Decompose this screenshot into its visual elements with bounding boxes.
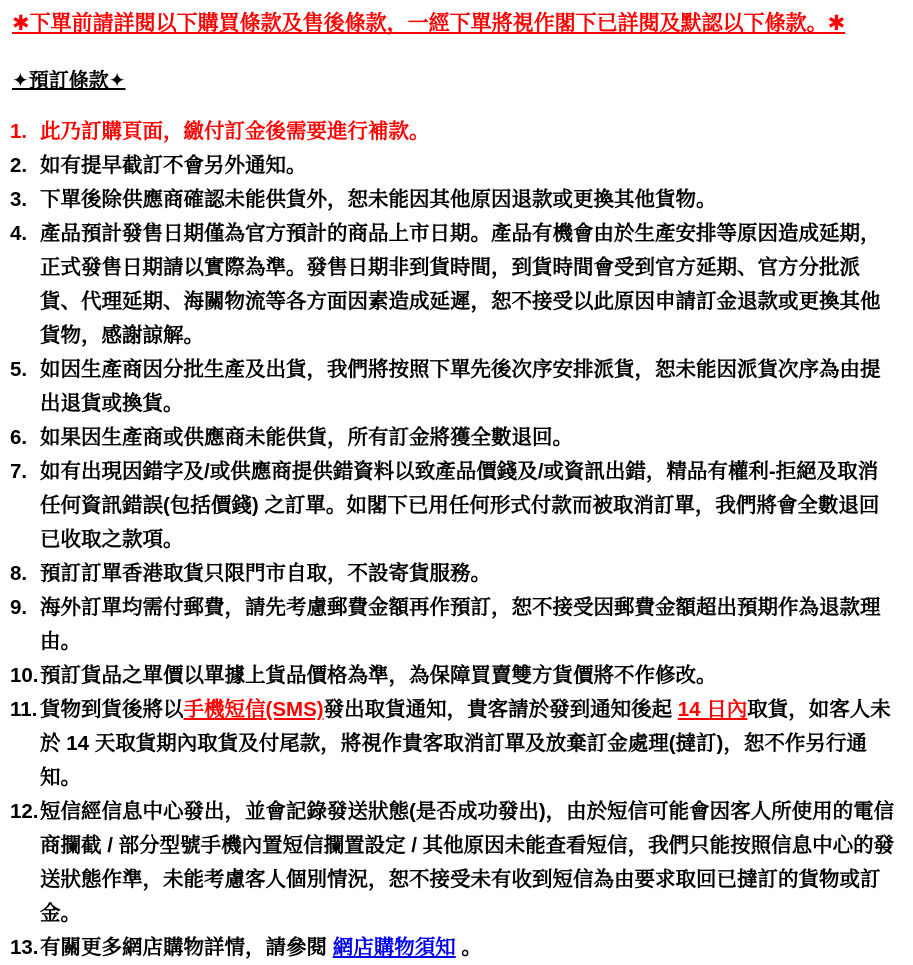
term-item-9	[10, 591, 895, 659]
term-number: 6.	[10, 426, 28, 450]
term-segment: 預訂貨品之單價以單據上貨品價格為準，為保障買賣雙方貨價將不作修改。	[40, 664, 717, 688]
term-segment: 有關更多網店購物詳情，請參閱	[40, 936, 333, 960]
term-text	[40, 693, 895, 795]
term-segment: 如有出現因錯字及/或供應商提供錯資料以致產品價錢及/或資訊出錯，精品有權利-拒絕及取消任何資訊錯誤(包括價錢) 之訂單。如閣下已用任何形式付款而被取消訂單，我們將會全數退回已收取之款項。	[40, 460, 880, 552]
highlighted-term-text: 14 日內	[677, 698, 748, 722]
term-text	[40, 353, 895, 421]
term-segment: 短信經信息中心發出，並會記錄發送狀態(是否成功發出)，由於短信可能會因客人所使用的電信商攔截 / 部分型號手機內置短信攔置設定 / 其他原因未能查看短信，我們只能按照信息中心的發送狀態作準，未能考慮客人個別情況，恕不接受未有收到短信為由要求取回已撻訂的貨物或訂金。	[40, 800, 895, 926]
term-text	[40, 795, 895, 931]
term-item-5	[10, 353, 895, 421]
term-number: 13.	[10, 936, 39, 960]
term-text	[40, 421, 895, 455]
term-item-2	[10, 149, 895, 183]
term-segment: 預訂訂單香港取貨只限門市自取，不設寄貨服務。	[40, 562, 491, 586]
term-item-4	[10, 217, 895, 353]
highlighted-term-text: 手機短信(SMS)	[183, 698, 324, 722]
term-segment: 產品預計發售日期僅為官方預計的商品上市日期。產品有機會由於生產安排等原因造成延期，正式發售日期請以實際為準。發售日期非到貨時間，到貨時間會受到官方延期、官方分批派貨、代理延期、海關物流等各方面因素造成延遲，恕不接受以此原因申請訂金退款或更換其他貨物，感謝諒解。	[40, 222, 881, 348]
term-text	[40, 931, 895, 965]
term-text	[40, 183, 895, 217]
term-item-8	[10, 557, 895, 591]
term-text	[40, 149, 895, 183]
term-item-11	[10, 693, 895, 795]
term-number: 10.	[10, 664, 39, 688]
term-item-3	[10, 183, 895, 217]
preorder-terms-title: ✦預訂條款✦	[12, 70, 126, 93]
term-segment: 如有提早截訂不會另外通知。	[40, 154, 307, 178]
term-segment: 下單後除供應商確認未能供貨外，恕未能因其他原因退款或更換其他貨物。	[40, 188, 717, 212]
term-item-10	[10, 659, 895, 693]
term-segment: 發出取貨通知，貴客請於發到通知後起	[323, 698, 678, 722]
purchase-notice-header: ✱下單前請詳閱以下購買條款及售後條款，一經下單將視作閣下已詳閱及默認以下條款。✱	[12, 12, 846, 35]
term-number: 9.	[10, 596, 28, 620]
term-number: 1.	[10, 120, 28, 144]
term-text	[40, 455, 895, 557]
term-number: 5.	[10, 358, 28, 382]
term-item-12	[10, 795, 895, 931]
term-number: 3.	[10, 188, 28, 212]
term-segment: 貨物到貨後將以	[40, 698, 184, 722]
term-number: 4.	[10, 222, 28, 246]
term-text	[40, 659, 895, 693]
term-segment: 海外訂單均需付郵費，請先考慮郵費金額再作預訂，恕不接受因郵費金額超出預期作為退款理由。	[40, 596, 881, 654]
terms-list	[10, 115, 895, 965]
shop-guide-link[interactable]: 網店購物須知	[332, 936, 456, 960]
term-item-6	[10, 421, 895, 455]
term-segment: 取貨，如客人未於 14 天取貨期內取貨及付尾款，將視作貴客取消訂單及放棄訂金處理(撻訂)，恕不作另行通知。	[40, 698, 891, 790]
term-segment: 。	[455, 936, 482, 960]
term-text	[40, 557, 895, 591]
term-number: 12.	[10, 800, 39, 824]
term-text	[40, 591, 895, 659]
term-segment: 如果因生產商或供應商未能供貨，所有訂金將獲全數退回。	[40, 426, 573, 450]
term-number: 11.	[10, 698, 38, 722]
term-segment: 如因生產商因分批生產及出貨，我們將按照下單先後次序安排派貨，恕未能因派貨次序為由提出退貨或換貨。	[40, 358, 881, 416]
term-number: 2.	[10, 154, 28, 178]
term-number: 8.	[10, 562, 28, 586]
term-item-13	[10, 931, 895, 965]
term-item-7	[10, 455, 895, 557]
term-item-1	[10, 115, 895, 149]
term-number: 7.	[10, 460, 28, 484]
term-text	[40, 217, 895, 353]
term-text	[40, 115, 895, 149]
term-segment: 此乃訂購頁面，繳付訂金後需要進行補款。	[40, 120, 430, 144]
